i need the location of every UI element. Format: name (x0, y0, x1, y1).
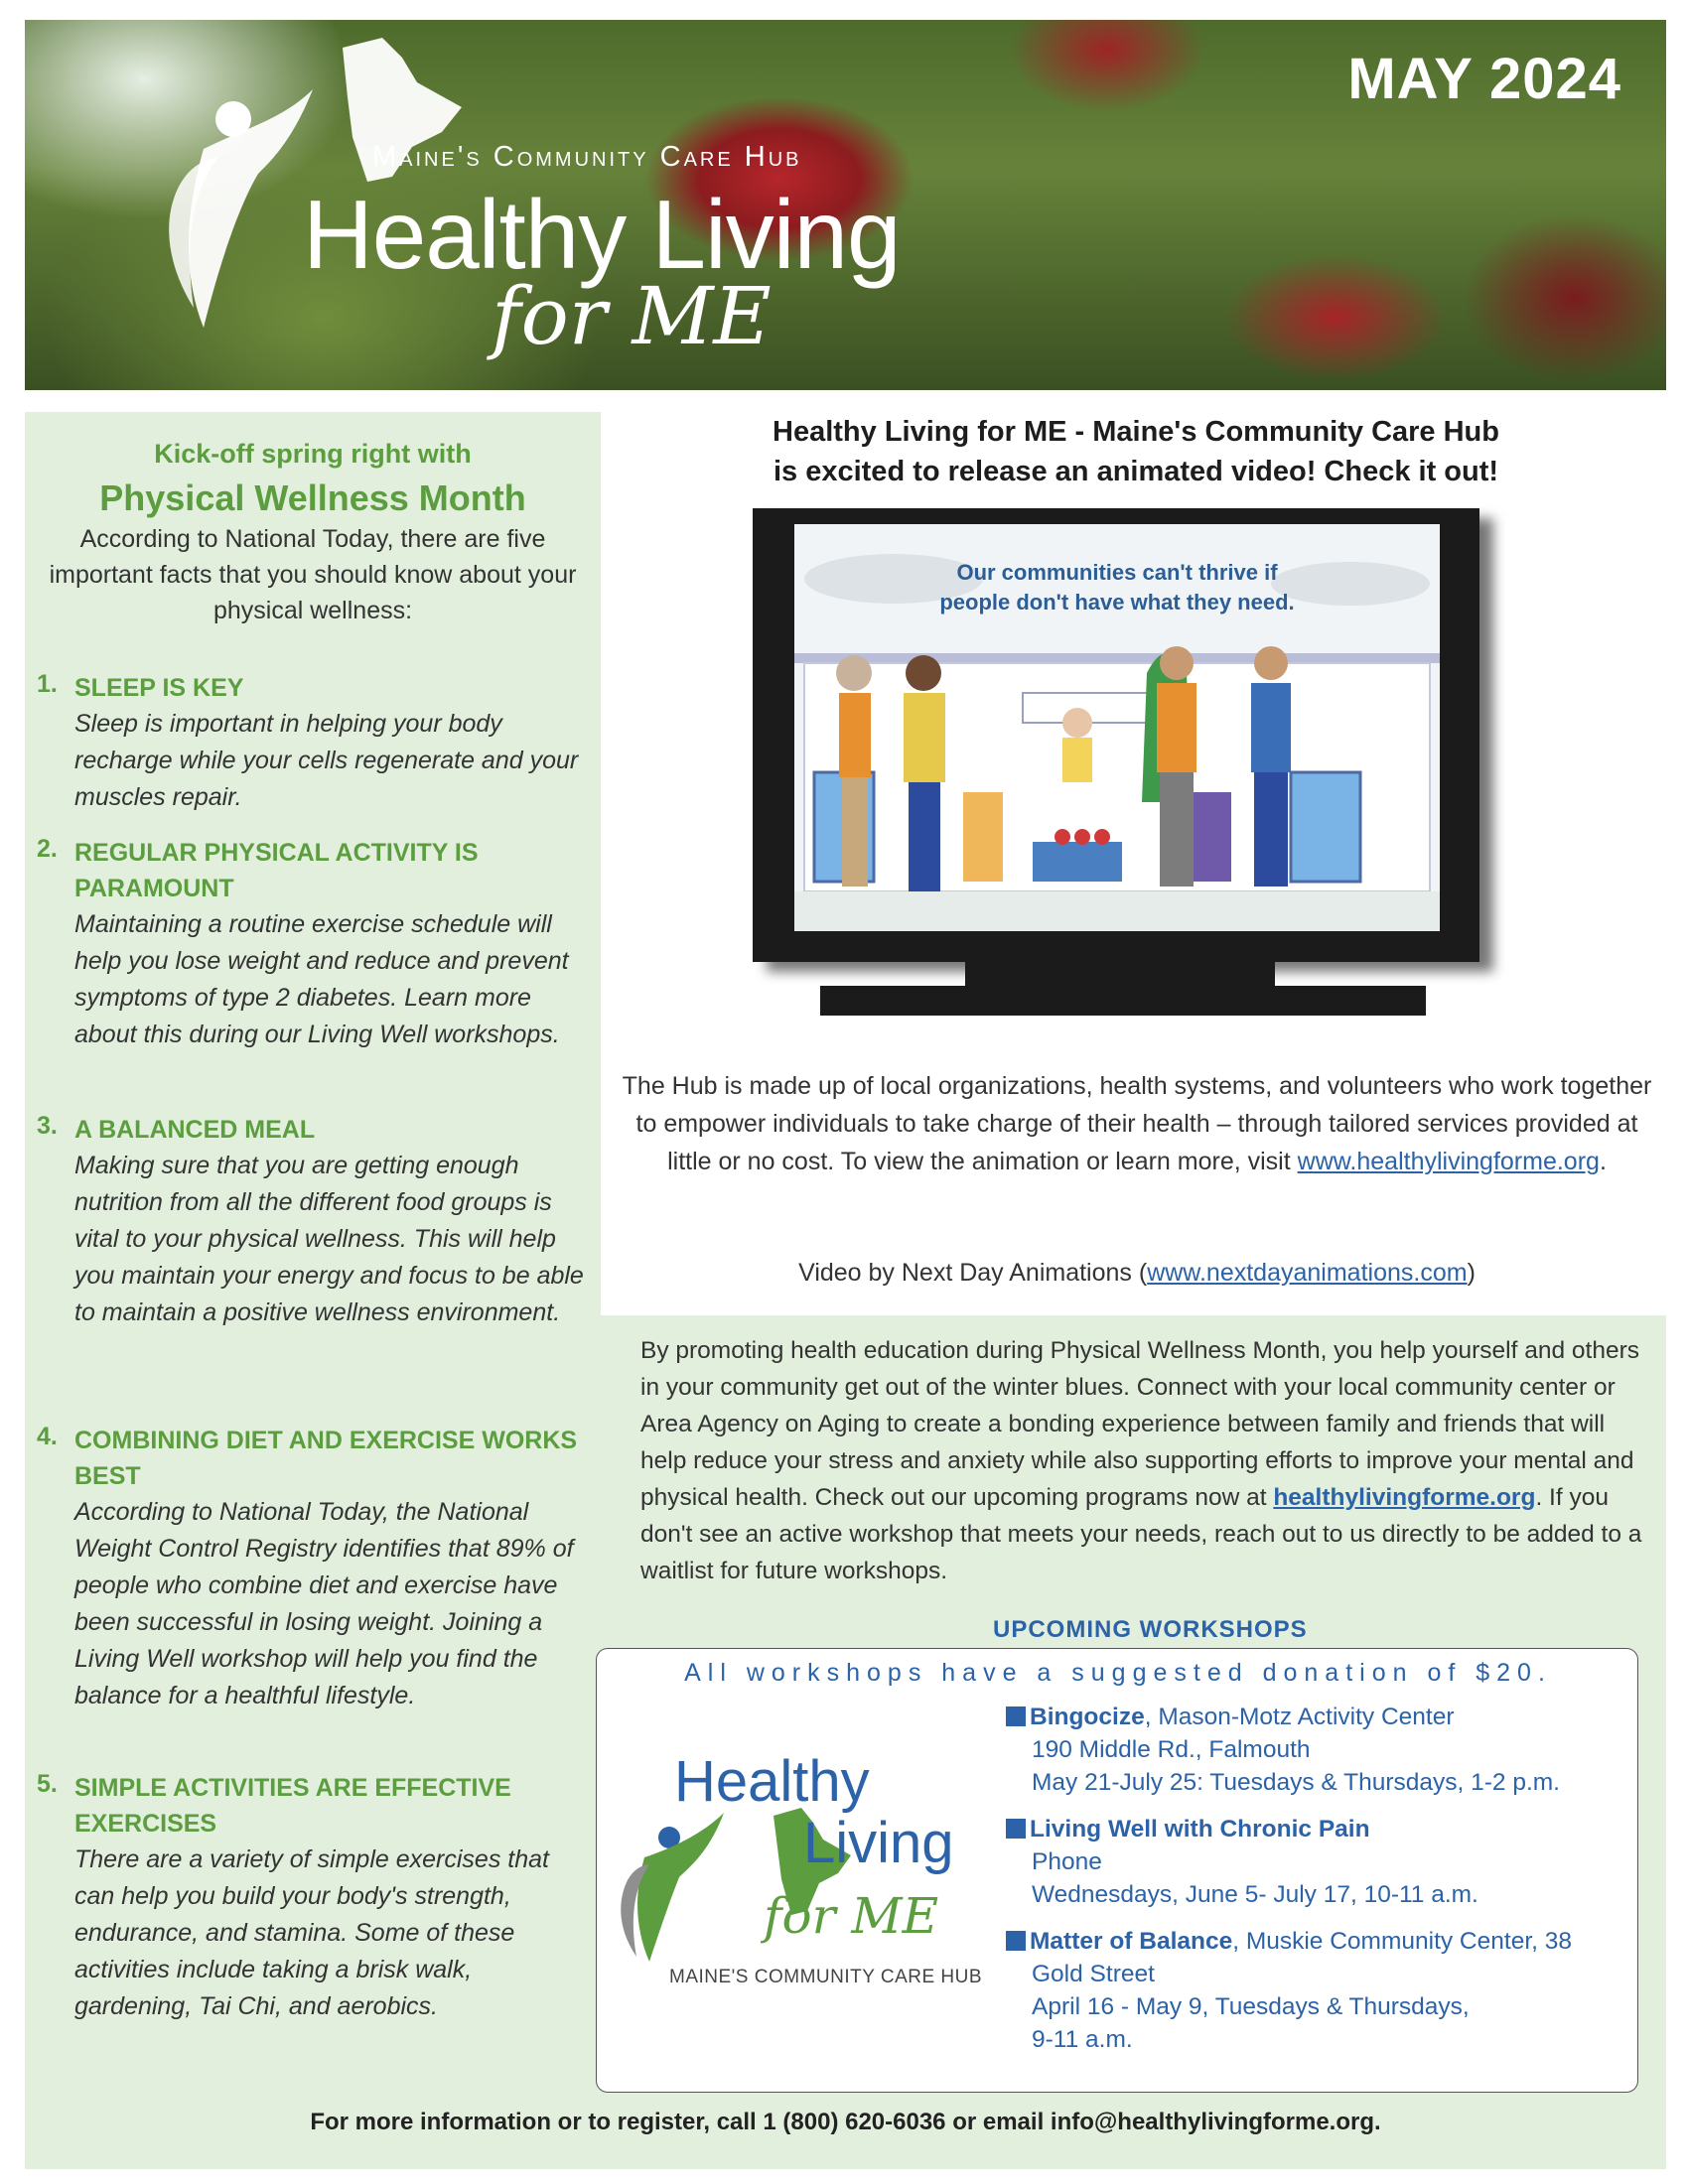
workshop-name: Bingocize (1030, 1704, 1145, 1730)
workshops-box (596, 1648, 1638, 2093)
wellness-month-title: Physical Wellness Month (99, 478, 526, 518)
hub-description (611, 1067, 1663, 1180)
logo-word-living: Living (803, 1811, 954, 1875)
workshop-location: , Muskie Community Center, 38 (1232, 1928, 1572, 1955)
workshop-item (1006, 1701, 1631, 1799)
video-screen-caption (794, 558, 1440, 617)
fact-number: 2. (37, 835, 58, 863)
hub-description-text: The Hub is made up of local organizations, health systems, and volunteers who work together to empower individuals to take charge of their health – through tailored services provided at little or no cost. To view the animation or learn more, visit (622, 1072, 1652, 1175)
fact-title: SIMPLE ACTIVITIES ARE EFFECTIVE EXERCISES (74, 1774, 511, 1838)
workshop-item (1006, 1813, 1631, 1911)
bullet-square-icon (1006, 1706, 1026, 1726)
fact-number: 1. (37, 670, 58, 698)
fact-number: 3. (37, 1112, 58, 1140)
logo-title: Healthy Living (303, 180, 901, 289)
credit-prefix: Video by Next Day Animations ( (798, 1259, 1148, 1287)
issue-month: MAY 2024 (1347, 47, 1621, 111)
fact-body: Making sure that you are getting enough nutrition from all the different food groups is vital to your physical wellness. This will help you maintain your energy and focus to be able to maintain a positive wellness environment. (74, 1152, 584, 1326)
workshop-item (1006, 1925, 1631, 2056)
logo-hub-text: MAINE'S COMMUNITY CARE HUB (669, 1967, 983, 1987)
workshop-schedule: May 21-July 25: Tuesdays & Thursdays, 1-2 p.m. (1032, 1769, 1560, 1796)
animation-studio-link[interactable]: www.nextdayanimations.com (1147, 1259, 1468, 1287)
caption-line1: Our communities can't thrive if (956, 560, 1278, 585)
hub-website-link[interactable]: www.healthylivingforme.org (1297, 1148, 1600, 1175)
promo-paragraph (640, 1332, 1643, 1589)
logo-figure-icon (615, 1808, 734, 1967)
header-banner (25, 20, 1666, 390)
programs-link[interactable]: healthylivingforme.org (1273, 1484, 1536, 1511)
donation-note: All workshops have a suggested donation of $20. (684, 1659, 1552, 1687)
video-credit (611, 1259, 1663, 1288)
contact-footer: For more information or to register, call 1 (800) 620-6036 or email info@healthylivingforme.org. (310, 2109, 1381, 2135)
workshops-heading: UPCOMING WORKSHOPS (993, 1616, 1308, 1643)
workshop-schedule: April 16 - May 9, Tuesdays & Thursdays, (1032, 1993, 1470, 2020)
fact-title: COMBINING DIET AND EXERCISE WORKS BEST (74, 1427, 578, 1490)
promo-text: By promoting health education during Physical Wellness Month, you help yourself and others in your community get out of the winter blues. Connect with your local community center or Area Agency on Aging to create a bonding experience between family and friends that will help reduce your stress and anxiety while also supporting efforts to improve your mental and physical health. Check out our upcoming programs now at (640, 1337, 1639, 1511)
fact-title: A BALANCED MEAL (74, 1116, 316, 1144)
bullet-square-icon (1006, 1931, 1026, 1951)
video-heading (606, 412, 1666, 491)
fact-title: REGULAR PHYSICAL ACTIVITY IS PARAMOUNT (74, 839, 479, 902)
video-thumbnail[interactable] (794, 524, 1440, 931)
caption-line2: people don't have what they need. (939, 590, 1295, 614)
workshop-name: Living Well with Chronic Pain (1030, 1816, 1370, 1843)
wellness-facts-panel (25, 412, 601, 2169)
kickoff-line: Kick-off spring right with (154, 439, 472, 469)
workshop-location: , Mason-Motz Activity Center (1144, 1704, 1455, 1730)
fact-body: According to National Today, the National Weight Control Registry identifies that 89% of people who combine diet and exercise have been successful in losing weight. Joining a Living Well workshop will help you find the balance for a healthful lifestyle. (74, 1498, 574, 1709)
logo-word-healthy: Healthy (674, 1749, 870, 1814)
fact-number: 4. (37, 1423, 58, 1450)
fact-title: SLEEP IS KEY (74, 674, 244, 702)
workshop-schedule: Wednesdays, June 5- July 17, 10-11 a.m. (1032, 1881, 1478, 1908)
fact-body: There are a variety of simple exercises that can help you build your body's strength, endurance, and stamina. Some of these activities include taking a brisk walk, gardening, Tai Chi, and aerobics. (74, 1845, 549, 2020)
promo-text-end: . If you don't see an active workshop that meets your needs, reach out to us directly to be added to a waitlist for future workshops. (640, 1484, 1642, 1584)
facts-intro: According to National Today, there are five important facts that you should know about your physical wellness: (49, 525, 577, 624)
bullet-square-icon (1006, 1819, 1026, 1839)
video-heading-line1: Healthy Living for ME - Maine's Community Care Hub (773, 416, 1499, 448)
workshop-address: Phone (1032, 1848, 1102, 1875)
workshop-name: Matter of Balance (1030, 1928, 1233, 1955)
logo-word-forme: for ME (764, 1887, 939, 1945)
fact-body: Sleep is important in helping your body recharge while your cells regenerate and your muscles repair. (74, 710, 579, 811)
tv-base (820, 986, 1426, 1016)
healthy-living-logo (615, 1748, 992, 2006)
credit-suffix: ) (1467, 1259, 1476, 1287)
hub-tagline: Maine's Community Care Hub (372, 141, 802, 173)
logo-subtitle: for ME (492, 270, 772, 362)
workshop-address: 190 Middle Rd., Falmouth (1032, 1736, 1311, 1763)
fact-number: 5. (37, 1770, 58, 1798)
workshop-address: Gold Street (1032, 1961, 1155, 1987)
workshop-time: 9-11 a.m. (1032, 2026, 1133, 2053)
video-heading-line2: is excited to release an animated video! Check it out! (773, 456, 1499, 487)
fact-body: Maintaining a routine exercise schedule will help you lose weight and reduce and prevent symptoms of type 2 diabetes. Learn more about this during our Living Well workshops. (74, 910, 569, 1048)
hub-description-end: . (1599, 1148, 1607, 1175)
